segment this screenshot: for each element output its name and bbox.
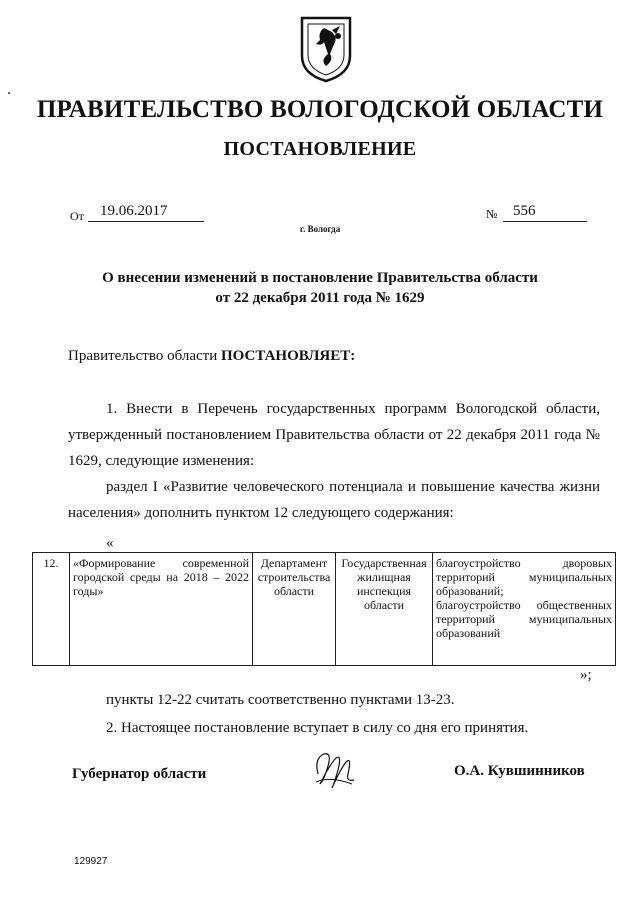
cell-coexecutor: Государственная жилищная инспекция области <box>336 553 433 666</box>
cell-responsible: Департамент строительства области <box>253 553 336 666</box>
paragraph-4: 2. Настоящее постановление вступает в силу со дня его принятия. <box>106 720 529 736</box>
subject-line-1: О внесении изменений в постановление Правительства области <box>102 270 538 286</box>
document-date: 19.06.2017 <box>88 203 204 222</box>
margin-mark <box>8 92 10 94</box>
table-row <box>33 553 616 666</box>
coat-of-arms-icon <box>298 14 354 84</box>
direction-2: благоустройство общественных территорий муниципальных образований <box>436 598 612 640</box>
date-prefix: От <box>70 209 84 223</box>
document-number: 556 <box>503 203 587 222</box>
document-subject <box>60 268 580 308</box>
number-prefix: № <box>486 207 498 221</box>
subject-line-2: от 22 декабря 2011 года № 1629 <box>215 290 425 306</box>
paragraph-2: раздел I «Развитие человеческого потенциала и повышение качества жизни населения» дополнить пунктом 12 следующего содержания: <box>68 479 600 521</box>
document-type: ПОСТАНОВЛЕНИЕ <box>223 138 417 160</box>
cell-directions <box>433 553 616 666</box>
program-table <box>32 552 616 666</box>
direction-1: благоустройство дворовых территорий муниципальных образований; <box>436 556 612 598</box>
cell-program: «Формирование современной городской среды на 2018 – 2022 годы» <box>70 553 253 666</box>
government-title: ПРАВИТЕЛЬСТВО ВОЛОГОДСКОЙ ОБЛАСТИ <box>36 96 604 123</box>
signatory-position: Губернатор области <box>72 766 207 782</box>
signatory-name: О.А. Кувшинников <box>454 763 585 779</box>
quote-open: « <box>106 535 114 551</box>
cell-number: 12. <box>33 553 70 666</box>
signature-icon <box>310 744 358 794</box>
decree-prefix: Правительство области <box>68 348 221 364</box>
paragraph-3: пункты 12-22 считать соответственно пунктами 13-23. <box>106 692 455 708</box>
quote-close: »; <box>580 667 592 683</box>
decree-statement <box>68 346 355 366</box>
document-code: 129927 <box>74 856 108 867</box>
city: г. Вологда <box>300 224 341 234</box>
paragraph-1: 1. Внести в Перечень государственных программ Вологодской области, утвержденный постановлением Правительства области от 22 декабря 2011 года № 1629, следующие изменения: <box>68 401 600 469</box>
decree-word: ПОСТАНОВЛЯЕТ: <box>220 348 356 364</box>
